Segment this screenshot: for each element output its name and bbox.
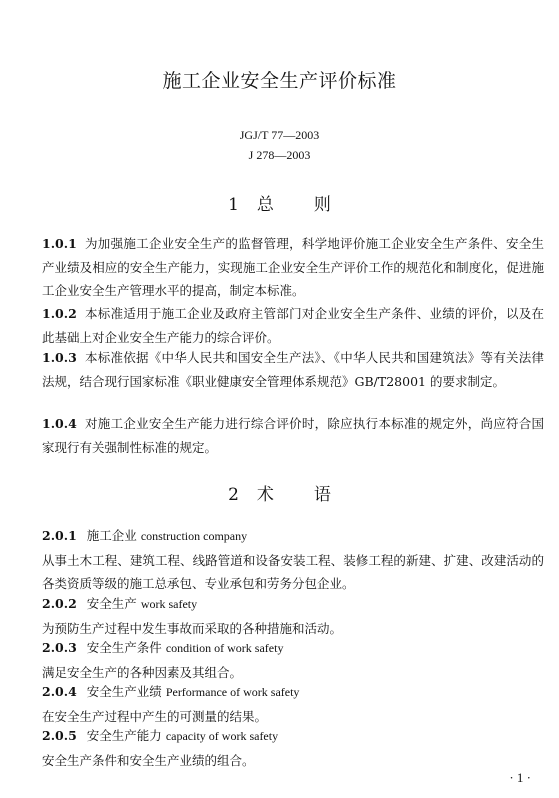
clause-number: 1.0.2 xyxy=(42,306,77,321)
clause-number: 1.0.1 xyxy=(42,236,77,251)
term-heading xyxy=(42,680,544,705)
clause-text: 本标准适用于施工企业及政府主管部门对企业安全生产条件、业绩的评价，以及在此基础上对企业安全生产能力的综合评价。 xyxy=(42,306,544,345)
term-definition: 在安全生产过程中产生的可测量的结果。 xyxy=(42,708,268,724)
term-chinese: 施工企业 xyxy=(86,528,137,543)
term-2-0-2 xyxy=(42,592,544,640)
chapter-1-heading xyxy=(0,190,559,215)
term-chinese: 安全生产业绩 xyxy=(86,684,162,699)
clause-text: 为加强施工企业安全生产的监督管理，科学地评价施工企业安全生产条件、安全生产业绩及相应的安全生产能力，实现施工企业安全生产评价工作的规范化和制度化，促进施工企业安全生产管理水平的提高，制定本标准。 xyxy=(42,236,544,298)
term-definition: 从事土木工程、建筑工程、线路管道和设备安装工程、装修工程的新建、扩建、改建活动的各类资质等级的施工总承包、专业承包和劳务分包企业。 xyxy=(42,552,544,591)
term-2-0-4 xyxy=(42,680,544,728)
page-number: · 1 · xyxy=(509,770,531,785)
term-definition: 为预防生产过程中发生事故而采取的各种措施和活动。 xyxy=(42,620,343,636)
term-definition: 满足安全生产的各种因素及其组合。 xyxy=(42,664,243,680)
term-2-0-3 xyxy=(42,636,544,684)
term-chinese: 安全生产条件 xyxy=(86,640,162,655)
term-heading xyxy=(42,524,544,549)
term-number: 2.0.5 xyxy=(42,728,77,743)
term-number: 2.0.3 xyxy=(42,640,77,655)
chapter-title-part: 术 xyxy=(256,485,274,505)
chapter-2-heading xyxy=(0,480,559,505)
term-definition: 安全生产条件和安全生产业绩的组合。 xyxy=(42,752,255,768)
chapter-number: 1 xyxy=(228,195,239,215)
clause-1-0-3 xyxy=(42,346,544,393)
term-english: condition of work safety xyxy=(165,641,284,655)
term-english: capacity of work safety xyxy=(165,729,279,743)
term-heading xyxy=(42,724,544,749)
clause-number: 1.0.3 xyxy=(42,350,77,365)
clause-1-0-1 xyxy=(42,232,544,303)
term-english: construction company xyxy=(140,529,248,543)
clause-1-0-2 xyxy=(42,302,544,349)
chapter-title-part: 总 xyxy=(256,195,274,215)
term-number: 2.0.1 xyxy=(42,528,77,543)
chapter-number: 2 xyxy=(228,485,239,505)
clause-1-0-4 xyxy=(42,412,544,459)
chapter-title-part: 则 xyxy=(313,195,331,215)
clause-text: 本标准依据《中华人民共和国安全生产法》、《中华人民共和国建筑法》等有关法律法规，结合现行国家标准《职业健康安全管理体系规范》GB/T28001 的要求制定。 xyxy=(42,350,544,389)
chapter-title-part: 语 xyxy=(313,485,331,505)
term-2-0-5 xyxy=(42,724,544,772)
registration-code: J 278—2003 xyxy=(248,148,311,162)
term-chinese: 安全生产能力 xyxy=(86,728,162,743)
clause-number: 1.0.4 xyxy=(42,416,77,431)
term-heading xyxy=(42,636,544,661)
term-english: work safety xyxy=(140,597,198,611)
document-title: 施工企业安全生产评价标准 xyxy=(162,70,397,92)
clause-text: 对施工企业安全生产能力进行综合评价时，除应执行本标准的规定外，尚应符合国家现行有关强制性标准的规定。 xyxy=(42,416,544,455)
term-chinese: 安全生产 xyxy=(86,596,137,611)
term-2-0-1 xyxy=(42,524,544,596)
term-heading xyxy=(42,592,544,617)
term-number: 2.0.2 xyxy=(42,596,77,611)
standard-code: JGJ/T 77—2003 xyxy=(239,128,320,142)
term-number: 2.0.4 xyxy=(42,684,77,699)
term-english: Performance of work safety xyxy=(165,685,300,699)
